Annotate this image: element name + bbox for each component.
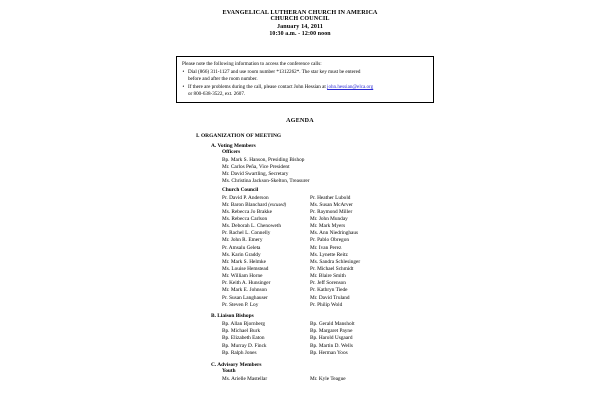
table-row [222, 203, 600, 210]
bishop-right: Bp. Herman Yoos [310, 350, 348, 357]
bishop-right: Bp. Martin D. Wells [310, 342, 353, 349]
council-member-right: Mr. Blaire Smith [310, 273, 346, 280]
table-row [222, 336, 600, 343]
heading-church-council: Church Council [222, 187, 259, 194]
contact-email-link[interactable]: john.hessian@elca.org [327, 83, 374, 90]
youth-right: Mr. Kyle Teague [310, 375, 346, 382]
council-member-right: Ms. Susan McArver [310, 201, 353, 208]
bishop-right: Bp. Harold Usgaard [310, 335, 353, 342]
council-member-right: Ms. Lynette Reitz [310, 251, 348, 258]
council-member-right: Mr. David Truland [310, 294, 350, 301]
council-member-left: Pr. Steven P. Loy [222, 301, 259, 308]
table-row [222, 377, 600, 384]
bishop-right: Bp. Margaret Payne [310, 327, 353, 334]
section-organization-of-meeting: I. ORGANIZATION OF MEETING [196, 133, 282, 139]
agenda-title: AGENDA [286, 118, 314, 124]
council-member-left: Pr. Susan Langhauser [222, 294, 268, 301]
council-member-left: Pr. David P. Anderson [222, 194, 269, 201]
officers-list [0, 158, 600, 187]
council-member-left: Mr. William Horne [222, 273, 263, 280]
table-row [222, 274, 600, 281]
notice-bullet-dial-text: Dial (866) 311-1127 and use room number *1312262*. The star key must be entered [188, 68, 361, 75]
notice-bullet-dial [182, 69, 428, 83]
council-member-left: Mr. John R. Emery [222, 237, 263, 244]
notice-bullet-list [182, 69, 428, 98]
notice-bullet-contact-continued: or 800-638-3522, ext. 2607. [188, 91, 246, 98]
council-member-right: Pr. Jeff Sorenson [310, 280, 346, 287]
notice-bullet-dial-continued: before and after the room number. [188, 76, 258, 83]
bishop-left: Bp. Michael Burk [222, 327, 261, 334]
header-time: 10:30 a.m. - 12:00 noon [269, 30, 331, 37]
table-row [222, 196, 600, 203]
header-date: January 14, 2011 [276, 23, 324, 30]
council-member-left: Ms. Rebecca Carlson [222, 215, 268, 222]
bishop-left: Bp. Ralph Jones [222, 350, 257, 357]
excused-note: (excused) [268, 202, 287, 208]
table-row [222, 246, 600, 253]
council-member-right: Pr. Raymond Miller [310, 208, 353, 215]
agenda-outline [0, 134, 600, 384]
subsection-liaison-bishops: B. Liaison Bishops [211, 313, 254, 320]
council-member-right: Pr. Philip Wold [310, 301, 343, 308]
table-row [222, 351, 600, 358]
bishop-left: Bp. Elizabeth Eaton [222, 335, 265, 342]
council-member-left: Pr. Rachel L. Connelly [222, 230, 271, 237]
table-row [222, 281, 600, 288]
council-member-left: Mr. Mark E. Johnson [222, 287, 267, 294]
council-member-left: Mr. Mark S. Helmke [222, 258, 266, 265]
subsection-voting-members: A. Voting Members [211, 142, 256, 149]
table-row [222, 260, 600, 267]
officer-name: Ms. Christina Jackson-Skelton, Treasurer [222, 177, 310, 184]
council-member-left: Ms. Louise Hemstead [222, 265, 269, 272]
bishop-left: Bp. Murray D. Finck [222, 342, 267, 349]
youth-left: Ms. Arielle Mastellar [222, 375, 268, 382]
list-item [222, 179, 600, 186]
council-member-right: Ms. Sandra Schlesinger [310, 258, 361, 265]
table-row [222, 296, 600, 303]
notice-bullet-contact-text: If there are problems during the call, please contact John Hessian at [188, 83, 328, 90]
heading-youth: Youth [222, 368, 236, 375]
table-row [222, 344, 600, 351]
church-council-list [0, 196, 600, 310]
heading-officers: Officers [222, 149, 241, 156]
council-member-right: Mr. Ivan Perez [310, 244, 342, 251]
council-member-left-name: Mr. Baron Blanchard [222, 201, 269, 208]
council-member-right: Mr. John Munday [310, 215, 348, 222]
notice-bullet-contact [182, 84, 428, 98]
council-member-left: Pr. Keith A. Hunsinger [222, 280, 271, 287]
council-member-right: Pr. Heather Lubold [310, 194, 351, 201]
table-row [222, 267, 600, 274]
table-row [222, 253, 600, 260]
council-member-right: Pr. Kathryn Tiede [310, 287, 348, 294]
council-member-right: Pr. Pablo Obregon [310, 237, 349, 244]
table-row [222, 329, 600, 336]
header-organization: EVANGELICAL LUTHERAN CHURCH IN AMERICA [222, 9, 378, 16]
officer-name: Bp. Mark S. Hanson, Presiding Bishop [222, 156, 305, 163]
table-row [222, 322, 600, 329]
youth-list [0, 377, 600, 384]
table-row [222, 224, 600, 231]
council-member-right: Ms. Ann Niedringhaus [310, 230, 359, 237]
subsection-advisory-members: C. Advisory Members [211, 361, 262, 368]
document-header [0, 0, 600, 38]
council-member-left: Ms. Rebecca Jo Brakke [222, 208, 273, 215]
council-member-right: Pr. Michael Schmidt [310, 265, 354, 272]
bishop-left: Bp. Allan Bjornberg [222, 320, 266, 327]
conference-call-notice-box [176, 56, 434, 103]
liaison-bishops-list [0, 322, 600, 359]
table-row [222, 231, 600, 238]
bishop-right: Bp. Gerald Mansholt [310, 320, 355, 327]
council-member-right: Mr. Mark Myers [310, 223, 346, 230]
header-body: CHURCH COUNCIL [270, 16, 330, 23]
council-member-left: Pr. Amsalu Geleta [222, 244, 261, 251]
council-member-left: Ms. Karin Graddy [222, 251, 261, 258]
table-row [222, 303, 600, 310]
officer-name: Mr. David Swartling, Secretary [222, 170, 289, 177]
notice-intro-text: Please note the following information to access the conference calls: [182, 61, 322, 67]
officer-name: Mr. Carlos Peña, Vice President [222, 163, 290, 170]
table-row [222, 238, 600, 245]
council-member-left: Ms. Deborah L. Chenoweth [222, 223, 281, 230]
table-row [222, 210, 600, 217]
table-row [222, 288, 600, 295]
